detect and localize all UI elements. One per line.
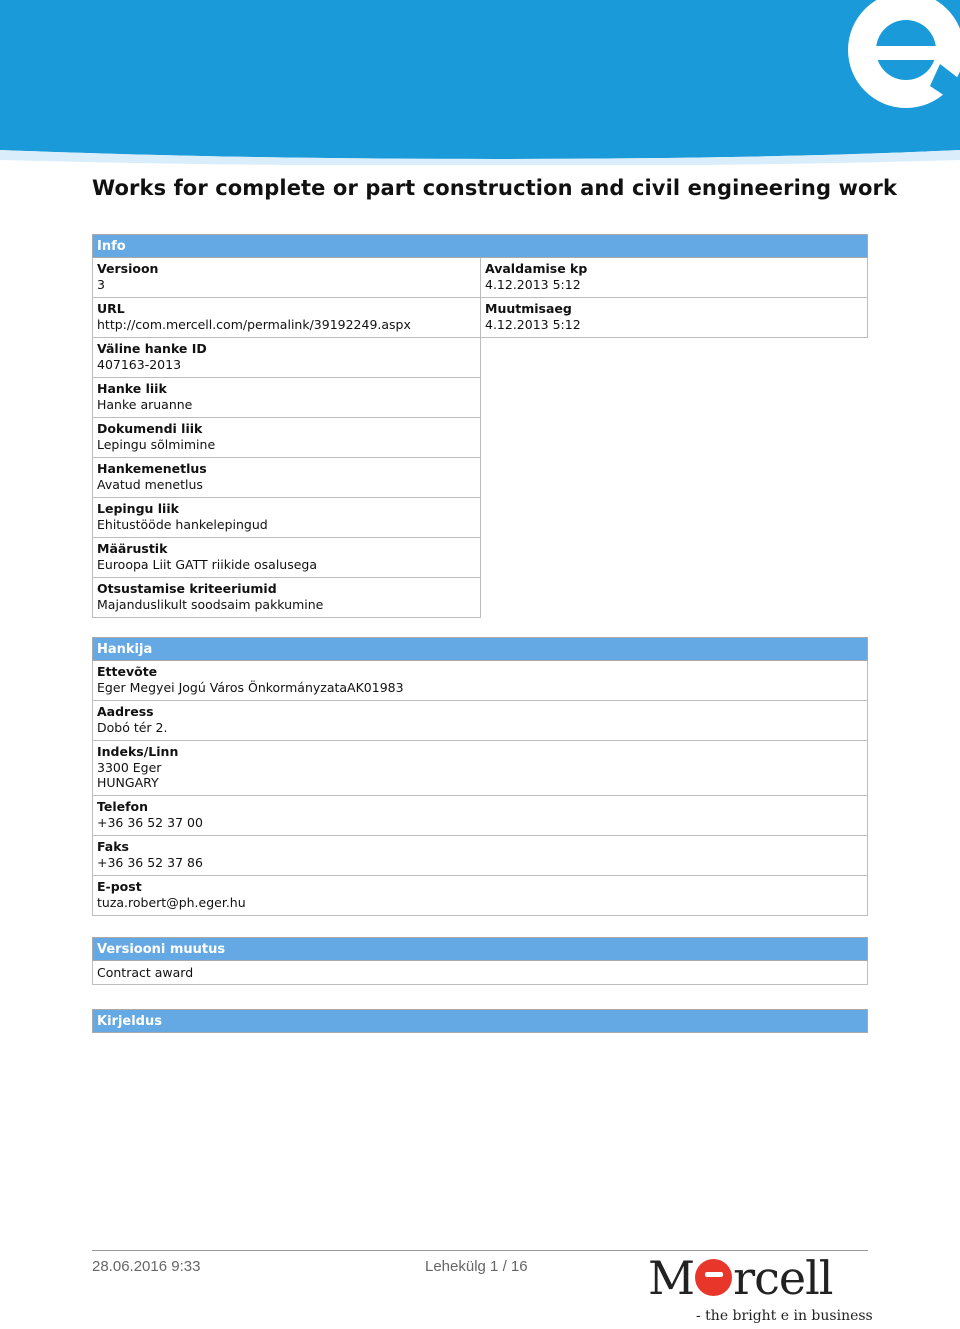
- field-label: E-post: [97, 879, 142, 894]
- field-document-type: [92, 418, 481, 458]
- field-label: Aadress: [97, 704, 154, 719]
- field-label: Muutmisaeg: [485, 301, 572, 316]
- field-value: 407163-2013: [97, 356, 182, 372]
- field-value: Dobó tér 2.: [97, 719, 168, 735]
- field-value: Majanduslikult soodsaim pakkumine: [97, 596, 324, 612]
- info-heading: Info: [92, 234, 868, 258]
- field-modified-date: [481, 298, 868, 338]
- field-version-change: [92, 961, 868, 985]
- mercell-logo: [640, 1251, 873, 1328]
- field-external-id: [92, 338, 481, 378]
- field-label: Indeks/Linn: [97, 744, 179, 759]
- field-value: Lepingu sõlmimine: [97, 436, 216, 452]
- field-versioon: [92, 258, 481, 298]
- field-phone: [92, 796, 868, 836]
- field-label: Väline hanke ID: [97, 341, 207, 356]
- page-title: Works for complete or part construction and civil engineering work: [92, 176, 898, 200]
- field-label: Telefon: [97, 799, 149, 814]
- version-change-section: [92, 937, 868, 985]
- field-award-criteria: [92, 578, 481, 618]
- top-banner: [0, 0, 960, 165]
- url-link[interactable]: http://com.mercell.com/permalink/39192249.aspx: [97, 316, 411, 332]
- field-value: 3300 Eger: [97, 759, 162, 775]
- field-label: Määrustik: [97, 541, 168, 556]
- field-label: Otsustamise kriteeriumid: [97, 581, 277, 596]
- field-label: Versioon: [97, 261, 159, 276]
- field-value: Avatud menetlus: [97, 476, 203, 492]
- field-label: Dokumendi liik: [97, 421, 203, 436]
- logo-e-icon: [695, 1259, 732, 1296]
- field-value: Contract award: [97, 965, 194, 980]
- description-heading: Kirjeldus: [92, 1009, 868, 1033]
- field-label: Avaldamise kp: [485, 261, 588, 276]
- field-value: Eger Megyei Jogú Város ÖnkormányzataAK01983: [97, 679, 404, 695]
- buyer-section: [92, 637, 868, 916]
- field-postal-city: [92, 741, 868, 796]
- info-section: [92, 234, 868, 618]
- field-published-date: [481, 258, 868, 298]
- buyer-heading: Hankija: [92, 637, 868, 661]
- field-address: [92, 701, 868, 741]
- description-section: [92, 1009, 868, 1033]
- field-company: [92, 661, 868, 701]
- field-fax: [92, 836, 868, 876]
- field-contract-type: [92, 498, 481, 538]
- field-regulation: [92, 538, 481, 578]
- field-procurement-type: [92, 378, 481, 418]
- field-value: 4.12.2013 5:12: [485, 316, 581, 332]
- field-url: [92, 298, 481, 338]
- field-label: Lepingu liik: [97, 501, 179, 516]
- field-value: Hanke aruanne: [97, 396, 193, 412]
- field-label: Ettevõte: [97, 664, 158, 679]
- info-right-column: [481, 258, 868, 338]
- field-procedure: [92, 458, 481, 498]
- email-link[interactable]: tuza.robert@ph.eger.hu: [97, 894, 246, 910]
- field-value: Ehitustööde hankelepingud: [97, 516, 268, 532]
- field-value: +36 36 52 37 86: [97, 854, 203, 870]
- logo-letters: rcell: [733, 1251, 833, 1305]
- field-label: Hankemenetlus: [97, 461, 207, 476]
- logo-letter: M: [648, 1251, 695, 1305]
- field-label: URL: [97, 301, 125, 316]
- field-value: Euroopa Liit GATT riikide osalusega: [97, 556, 318, 572]
- footer-date: 28.06.2016 9:33: [92, 1258, 201, 1275]
- logo-wordmark: [648, 1250, 833, 1306]
- field-value: HUNGARY: [97, 775, 159, 790]
- field-value: 4.12.2013 5:12: [485, 276, 581, 292]
- version-change-heading: Versiooni muutus: [92, 937, 868, 961]
- logo-tagline: - the bright e in business: [696, 1308, 873, 1324]
- field-label: Faks: [97, 839, 129, 854]
- footer-page-number: Lehekülg 1 / 16: [425, 1258, 528, 1275]
- field-email: [92, 876, 868, 916]
- info-left-column: [92, 258, 481, 618]
- field-label: Hanke liik: [97, 381, 167, 396]
- field-value: 3: [97, 276, 105, 292]
- field-value: +36 36 52 37 00: [97, 814, 203, 830]
